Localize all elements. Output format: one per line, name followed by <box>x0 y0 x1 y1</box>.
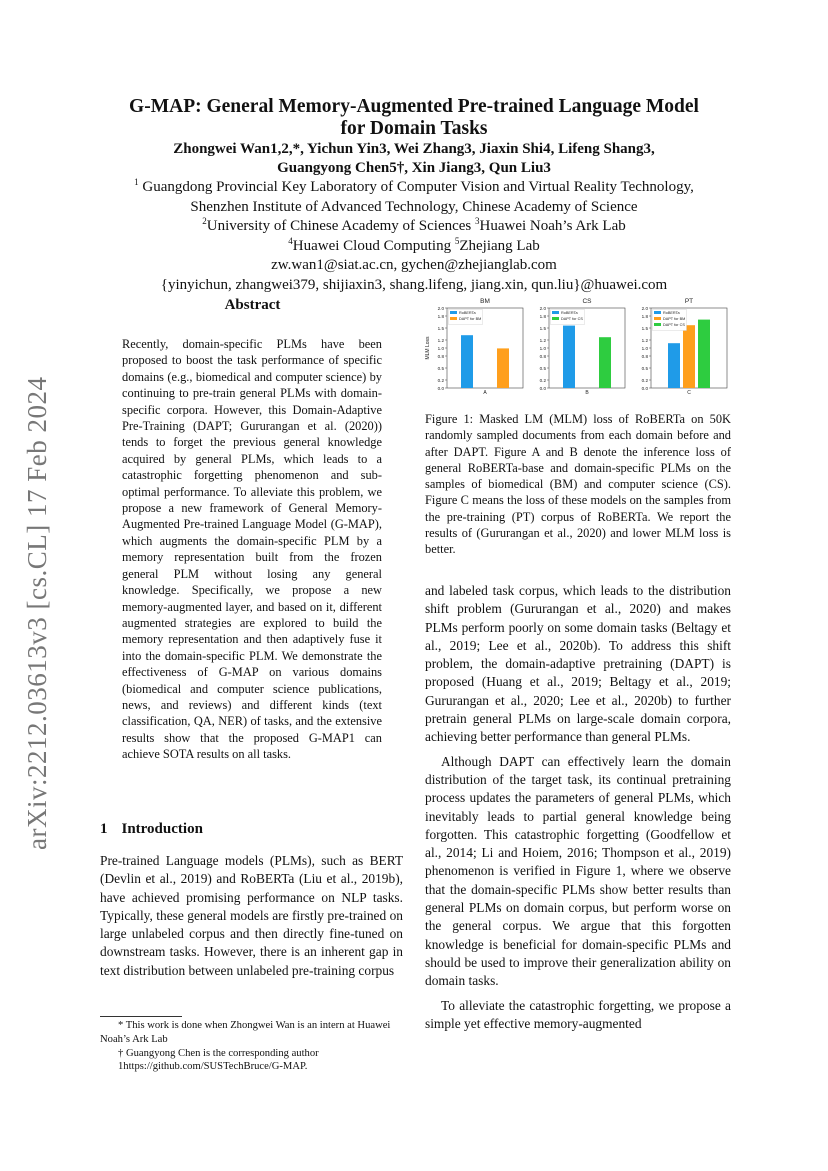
y-tick-label-1-2: 0.5 <box>539 365 546 371</box>
legend-swatch-2-0 <box>654 311 661 314</box>
bar-2-2 <box>698 320 710 388</box>
figure-1-bar-charts <box>425 296 731 402</box>
affiliation-4-5: $^4$Huawei Cloud Computing $^5$Zhejiang Lab <box>288 235 540 254</box>
section-number: 1 <box>100 821 108 837</box>
title-line-1: G-MAP: General Memory-Augmented Pre-trained Language Model <box>129 96 699 117</box>
y-tick-label-0-7: 1.8 <box>437 313 444 319</box>
footnotes <box>100 1019 403 1074</box>
y-tick-label-1-4: 1.0 <box>539 345 546 351</box>
y-tick-label-0-5: 1.2 <box>437 337 444 343</box>
right-column-text <box>425 582 731 1039</box>
y-tick-label-1-6: 1.5 <box>539 325 546 331</box>
emails-line-2: {yinyichun, zhangwei379, shijiaxin3, shang.lifeng, jiang.xin, qun.liu}@huawei.com <box>160 276 668 293</box>
legend-swatch-2-1 <box>654 317 661 320</box>
y-tick-label-2-2: 0.5 <box>641 365 648 371</box>
authors-line-2: Guangyong Chen5†, Xin Jiang3, Qun Liu3 <box>277 160 551 176</box>
y-tick-label-2-6: 1.5 <box>641 325 648 331</box>
legend-swatch-1-0 <box>552 311 559 314</box>
bar-0-1 <box>497 348 509 388</box>
footnote-dagger: † Guangyong Chen is the corresponding author <box>118 1047 319 1059</box>
footnote-one: 1https://github.com/SUSTechBruce/G-MAP. <box>118 1061 308 1073</box>
bar-1-1 <box>599 337 611 388</box>
chart-title-0: BM <box>480 298 490 305</box>
bar-0-0 <box>461 335 473 388</box>
y-tick-label-1-5: 1.2 <box>539 337 546 343</box>
bar-2-1 <box>683 325 695 388</box>
y-tick-label-2-5: 1.2 <box>641 337 648 343</box>
legend-label-2-1: DAPT for BM <box>663 317 686 321</box>
legend-label-1-0: RoBERTa <box>561 311 578 315</box>
legend-label-0-0: RoBERTa <box>459 311 476 315</box>
title-line-2: for Domain Tasks <box>340 118 488 139</box>
y-tick-label-2-7: 1.8 <box>641 313 648 319</box>
legend-label-2-2: DAPT for CS <box>663 323 685 327</box>
y-tick-label-1-1: 0.2 <box>539 377 546 383</box>
y-tick-label-2-0: 0.0 <box>641 385 648 391</box>
y-tick-label-1-3: 0.8 <box>539 353 546 359</box>
x-axis-label-0: A <box>483 390 487 396</box>
legend-swatch-0-1 <box>450 317 457 320</box>
legend-swatch-0-0 <box>450 311 457 314</box>
y-tick-label-0-2: 0.5 <box>437 365 444 371</box>
arxiv-identifier: arXiv:2212.03613v3 [cs.CL] 17 Feb 2024 <box>22 376 52 850</box>
footnote-rule <box>100 1016 182 1017</box>
abstract-text: Recently, domain-specific PLMs have been proposed to boost the task performance of specific domains (e.g., biomedical and computer science) by continuing to pre-train general PLMs with domain-specific corpora. However, this Domain-Adaptive Pre-Training (DAPT; Gururangan et al. (2020)) tends to forget the previous general knowledge acquired by general PLMs, which leads to a catastrophic forgetting phenomenon and sub-optimal performance. To alleviate this problem, we propose a new framework of General Memory-Augmented Pre-trained Language Model (G-MAP), which augments the domain-specific PLM by a memory representation built from the frozen general PLM without losing any general knowledge. Specifically, we propose a new memory-augmented layer, and based on it, different augmented strategies are explored to build the memory representation and then adaptively fuse it into the domain-specific PLM. We demonstrate the effectiveness of G-MAP on various domains (biomedical and computer science publications, news, and reviews) and different kinds (text classification, QA, NER) of tasks, and the extensive results show that the proposed G-MAP1 can achieve SOTA results on all tasks. <box>122 337 382 762</box>
y-tick-label-0-3: 0.8 <box>437 353 444 359</box>
legend-label-0-1: DAPT for BM <box>459 317 482 321</box>
y-tick-label-0-6: 1.5 <box>437 325 444 331</box>
bar-2-0 <box>668 343 680 388</box>
section-title: Introduction <box>121 821 203 837</box>
emails-line-1: zw.wan1@siat.ac.cn, gychen@zhejianglab.com <box>271 257 557 274</box>
affiliation-2-3: $^2$University of Chinese Academy of Sciences $^3$Huawei Noah’s Ark Lab <box>202 216 626 235</box>
y-tick-label-2-4: 1.0 <box>641 345 648 351</box>
y-tick-label-2-8: 2.0 <box>641 305 648 311</box>
y-tick-label-0-0: 0.0 <box>437 385 444 391</box>
y-tick-label-2-3: 0.8 <box>641 353 648 359</box>
y-tick-label-0-4: 1.0 <box>437 345 444 351</box>
figure-caption: Figure 1: Masked LM (MLM) loss of RoBERTa on 50K randomly sampled documents from each domain before and after DAPT. Figure A and B denote the inference loss of general RoBERTa-base and domain-specific PLMs on the samples of biomedical (BM) and computer science (CS). Figure C means the loss of these models on the samples from the pre-training (PT) corpus of RoBERTa. We report the results of (Gururangan et al., 2020) and lower MLM loss is better. <box>425 412 731 557</box>
affiliations <box>90 178 738 296</box>
legend-label-2-0: RoBERTa <box>663 311 680 315</box>
chart-title-2: PT <box>684 298 694 305</box>
introduction-text: Pre-trained Language models (PLMs), such as BERT (Devlin et al., 2019) and RoBERTa (Liu et al., 2019b), have achieved promising performance on NLP tasks. Typically, these general models are firstly pre-trained on large unlabeled corpus and then directly fine-tuned on downstream tasks. However, there is an inherent gap in text distribution between unlabeled pre-training corpus <box>100 853 403 978</box>
section-heading-introduction <box>100 821 203 838</box>
paragraph-2: Although DAPT can effectively learn the domain distribution of the target task, its continual pretraining process updates the parameters of general PLMs, which inevitably leads to partial general knowledge being forgotten. This catastrophic forgetting (Goodfellow et al., 2014; Li and Hoiem, 2016; Thompson et al., 2019) phenomenon is verified in Figure 1, where we observe that the domain-specific PLMs show better results than general PLMs on domain corpus, but perform worse on the general corpus. We argue that this forgotten knowledge is beneficial for domain-specific PLMs and should be used to improve their generalization ability on domain tasks. <box>425 753 731 989</box>
paragraph-3: To alleviate the catastrophic forgetting, we propose a simple yet effective memory-augmented <box>425 997 731 1031</box>
y-tick-label-0-1: 0.2 <box>437 377 444 383</box>
author-list <box>100 140 728 178</box>
y-axis-label-0: MLM Loss <box>425 336 431 360</box>
y-tick-label-2-1: 0.2 <box>641 377 648 383</box>
legend-label-1-1: DAPT for CS <box>561 317 583 321</box>
bar-1-0 <box>563 326 575 388</box>
affiliation-1a: $^1$ Guangdong Provincial Key Laboratory of Computer Vision and Virtual Reality Technology, <box>134 177 694 195</box>
abstract-heading: Abstract <box>224 297 281 313</box>
y-tick-label-1-7: 1.8 <box>539 313 546 319</box>
y-tick-label-1-8: 2.0 <box>539 305 546 311</box>
y-tick-label-0-8: 2.0 <box>437 305 444 311</box>
authors-line-1: Zhongwei Wan1,2,*, Yichun Yin3, Wei Zhang3, Jiaxin Shi4, Lifeng Shang3, <box>173 141 655 157</box>
chart-title-1: CS <box>582 298 592 305</box>
affiliation-1b: Shenzhen Institute of Advanced Technology, Chinese Academy of Science <box>190 198 638 215</box>
x-axis-label-1: B <box>585 390 589 396</box>
legend-swatch-1-1 <box>552 317 559 320</box>
footnote-star: * This work is done when Zhongwei Wan is an intern at Huawei Noah’s Ark Lab <box>100 1020 391 1045</box>
paper-title <box>100 96 728 140</box>
paragraph-1: and labeled task corpus, which leads to the distribution shift problem (Gururangan et al., 2020) and makes PLMs perform poorly on some domain tasks (Beltagy et al., 2019; Lee et al., 2020b). To address this shift problem, the domain-adaptive pretraining (DAPT) is proposed (Huang et al., 2019; Beltagy et al., 2019; Gururangan et al., 2020; Lee et al., 2020b) to further pretrain general PLMs on large-scale domain corpora, achieving better performance than general PLMs. <box>425 583 731 745</box>
x-axis-label-2: C <box>687 390 691 396</box>
legend-swatch-2-2 <box>654 323 661 326</box>
y-tick-label-1-0: 0.0 <box>539 385 546 391</box>
